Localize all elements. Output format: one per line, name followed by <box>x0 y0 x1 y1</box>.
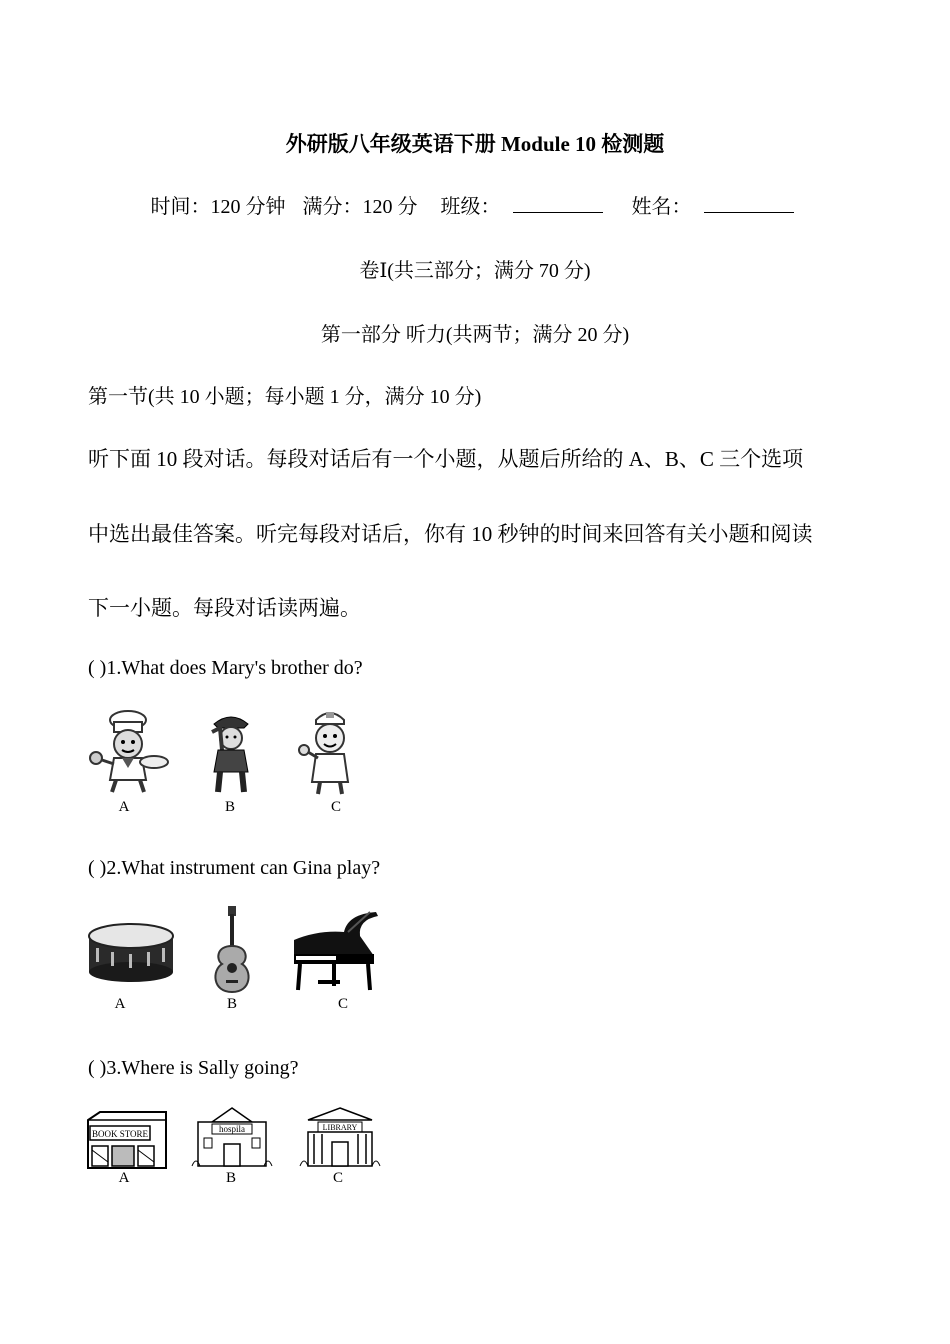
bookstore-sign: BOOK STORE <box>91 1129 149 1139</box>
class-label: 班级： <box>440 196 501 218</box>
doctor-picture <box>296 706 364 796</box>
chef-picture <box>86 710 170 796</box>
page-title: 外研版八年级英语下册 Module 10 检测题 <box>285 132 665 156</box>
name-label: 姓名： <box>631 196 692 218</box>
name-blank[interactable] <box>704 194 794 213</box>
question-1: ( )1.What does Mary's brother do? <box>88 657 363 679</box>
library-sign: LIBRARY <box>322 1123 358 1132</box>
bookstore-picture <box>86 1110 168 1170</box>
question-2: ( )2.What instrument can Gina play? <box>88 857 381 879</box>
police-picture <box>204 710 258 796</box>
instruction-line-1: 听下面 10 段对话。每段对话后有一个小题，从题后所给的 A、B、C 三个选项 <box>88 447 804 471</box>
hospital-sign: hospila <box>219 1124 245 1134</box>
hospital-picture <box>190 1106 274 1168</box>
piano-picture <box>288 906 380 996</box>
guitar-picture <box>206 904 258 996</box>
q2-option-a[interactable]: A <box>114 996 126 1012</box>
class-blank[interactable] <box>513 194 603 213</box>
drum-picture <box>86 922 176 986</box>
q1-option-c[interactable]: C <box>330 799 341 815</box>
score-info: 满分：120 分 <box>302 196 418 218</box>
q1-option-a[interactable]: A <box>118 799 130 815</box>
instruction-line-3: 下一小题。每段对话读两遍。 <box>88 596 361 620</box>
library-picture <box>298 1106 382 1168</box>
q2-option-c[interactable]: C <box>337 996 348 1012</box>
instruction-line-2: 中选出最佳答案。听完每段对话后，你有 10 秒钟的时间来回答有关小题和阅读 <box>88 522 813 546</box>
q3-option-c[interactable]: C <box>332 1170 343 1186</box>
class-field <box>435 196 609 218</box>
q3-option-a[interactable]: A <box>118 1170 130 1186</box>
q2-option-b[interactable]: B <box>226 996 237 1012</box>
q3-option-b[interactable]: B <box>225 1170 236 1186</box>
part-heading: 第一部分 听力(共两节；满分 20 分) <box>320 324 630 346</box>
exam-info <box>0 190 950 219</box>
volume-heading: 卷Ⅰ(共三部分；满分 70 分) <box>359 260 591 282</box>
time-info: 时间：120 分钟 <box>150 196 286 218</box>
q1-option-b[interactable]: B <box>224 799 235 815</box>
question-3: ( )3.Where is Sally going? <box>88 1057 299 1079</box>
section-heading: 第一节(共 10 小题；每小题 1 分，满分 10 分) <box>88 386 482 408</box>
name-field <box>626 196 800 218</box>
